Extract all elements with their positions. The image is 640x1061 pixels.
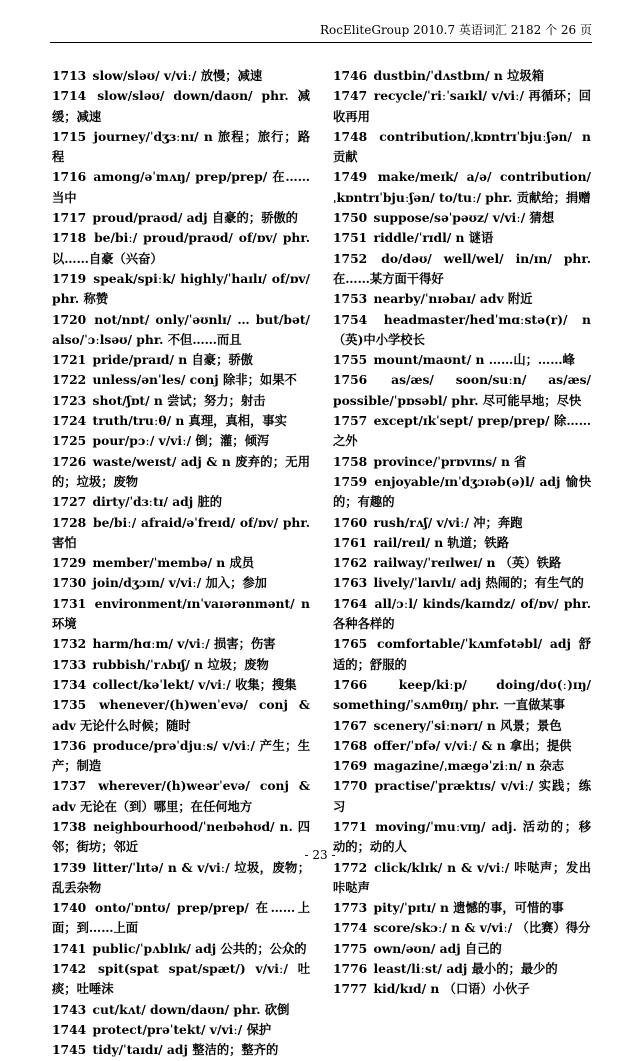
entry-number: 1774 [333,920,368,936]
vocab-entry [52,411,310,431]
entry-text: except/ɪkˈsept/ prep/prep/ 除……之外 [333,413,591,449]
entry-text: railway/ˈreɪlweɪ/ n （英）铁路 [369,555,562,571]
vocab-entry [333,310,591,351]
entry-text: suppose/səˈpəʊz/ v/viː/ 猜想 [369,210,555,226]
entry-text: mount/maʊnt/ n ……山；……峰 [369,352,575,368]
entry-number: 1748 [333,128,368,144]
entry-number: 1771 [333,818,368,834]
vocab-entry [52,898,310,939]
vocab-entry [333,979,591,999]
entry-number: 1752 [333,250,368,266]
vocab-entry [333,411,591,452]
entry-number: 1745 [52,1042,87,1058]
vocab-entry [333,594,591,635]
vocab-entry [333,858,591,899]
vocab-entry [333,472,591,513]
entry-text: pity/ˈpɪtɪ/ n 遗憾的事，可惜的事 [369,900,564,916]
entry-number: 1713 [52,68,87,83]
entry-text: among/əˈmʌŋ/ prep/prep/ 在……当中 [52,169,310,205]
entry-number: 1777 [333,981,368,997]
entry-number: 1768 [333,737,368,753]
entry-number: 1763 [333,575,368,591]
entry-text: keep/kiːp/ doing/dʊ(ː)ɪŋ/ something/ˈsʌmθɪŋ/ phr. 一直做某事 [333,676,591,713]
vocab-entry [52,370,310,390]
entry-text: not/nɒt/ only/ˈəʊnlɪ/ … but/bət/ also/ˈɔːlsəʊ/ phr. 不但……而且 [52,311,310,347]
vocab-entry [333,86,591,127]
entry-text: offer/ˈɒfə/ v/viː/ & n 拿出；提供 [369,737,572,753]
vocab-entry [52,736,310,777]
vocab-entry [52,655,310,675]
vocab-entry [333,452,591,472]
entry-number: 1736 [52,737,87,753]
entry-number: 1772 [333,859,368,875]
entry-text: dirty/ˈdɜːtɪ/ adj 脏的 [88,494,223,510]
vocab-entry [333,776,591,817]
vocab-entry [333,918,591,938]
entry-number: 1722 [52,372,87,388]
entry-text: slow/sləʊ/ v/viː/ 放慢；减速 [88,68,263,83]
entry-number: 1717 [52,210,87,226]
vocab-entry [333,350,591,370]
entry-number: 1741 [52,940,87,956]
entry-number: 1776 [333,961,368,977]
entry-number: 1758 [333,453,368,469]
vocab-entry [52,86,310,127]
entry-number: 1724 [52,413,87,429]
entry-text: headmaster/hedˈmɑːstə(r)/ n （英)中小学校长 [333,311,591,347]
entry-number: 1732 [52,636,87,652]
entry-text: be/biː/ proud/praʊd/ of/ɒv/ phr. 以……自豪（兴奋） [52,230,310,266]
entry-text: unless/ənˈles/ conj 除非；如果不 [88,372,297,388]
entry-text: kid/kɪd/ n （口语）小伙子 [369,981,530,997]
entry-number: 1727 [52,494,87,510]
entry-number: 1750 [333,210,368,226]
vocab-entry [333,756,591,776]
vocab-entry [52,594,310,635]
entry-number: 1733 [52,656,87,672]
entry-number: 1728 [52,514,87,530]
entry-number: 1720 [52,311,87,327]
header-text: RocEliteGroup 2010.7 英语词汇 2182 个 26 页 [320,23,592,37]
entry-text: produce/prəˈdjuːs/ v/viː/ 产生；生产；制造 [52,737,310,774]
entry-number: 1723 [52,392,87,408]
entry-text: proud/praʊd/ adj 自豪的；骄傲的 [88,210,298,226]
vocab-entry [333,228,591,248]
entry-number: 1756 [333,372,368,388]
entry-text: journey/ˈdʒɜːnɪ/ n 旅程；旅行；路程 [52,128,310,165]
entry-text: score/skɔː/ n & v/viː/ （比赛）得分 [369,920,591,936]
entry-number: 1754 [333,311,368,327]
entry-text: all/ɔːl/ kinds/kaɪndz/ of/ɒv/ phr. 各种各样的 [333,595,591,632]
entry-number: 1739 [52,859,87,875]
entry-number: 1740 [52,900,87,916]
entry-number: 1719 [52,270,87,286]
vocab-entry [333,513,591,533]
entry-text: litter/ˈlɪtə/ n & v/viː/ 垃圾，废物；乱丢杂物 [52,859,310,895]
vocab-entry [333,66,591,86]
vocab-entry [333,533,591,553]
entry-text: contribution/ˌkɒntrɪˈbjuːʃən/ n 贡献 [333,128,591,165]
entry-text: lively/ˈlaɪvlɪ/ adj 热闹的；有生气的 [369,575,584,591]
vocab-entry [333,289,591,309]
vocab-entry [52,350,310,370]
vocab-entry [52,858,310,899]
entry-text: least/liːst/ adj 最小的；最少的 [369,961,558,977]
entry-number: 1735 [52,697,87,713]
vocab-entry [333,127,591,168]
entry-number: 1742 [52,961,87,977]
vocab-entry [52,553,310,573]
vocab-entry [52,675,310,695]
vocab-entry [52,1020,310,1040]
vocab-entry [333,959,591,979]
vocab-entry [52,208,310,228]
entry-text: be/biː/ afraid/əˈfreɪd/ of/ɒv/ phr. 害怕 [52,514,310,550]
vocab-entry [52,573,310,593]
entry-text: enjoyable/ɪnˈdʒɔɪəb(ə)l/ adj 愉快的；有趣的 [333,473,591,510]
entry-number: 1714 [52,88,87,104]
entry-number: 1738 [52,818,87,834]
page-number: - 23 - [304,848,336,862]
vocab-entry [52,939,310,959]
vocab-entry [333,736,591,756]
entry-text: scenery/ˈsiːnərɪ/ n 风景；景色 [369,717,562,733]
entry-number: 1729 [52,555,87,571]
entry-text: practise/ˈpræktɪs/ v/viː/ 实践；练习 [333,778,591,814]
page-header [50,16,592,43]
entry-number: 1749 [333,169,368,185]
entry-number: 1773 [333,900,368,916]
vocab-entry [333,573,591,593]
entry-text: rail/reɪl/ n 轨道；铁路 [369,534,509,550]
entry-text: rubbish/ˈrʌbɪʃ/ n 垃圾；废物 [88,656,269,672]
entry-text: rush/rʌʃ/ v/viː/ 冲；奔跑 [369,514,523,530]
entry-number: 1747 [333,88,368,104]
entry-text: nearby/ˈnɪəbaɪ/ adv 附近 [369,291,533,307]
entry-number: 1743 [52,1001,87,1017]
entry-number: 1737 [52,778,87,794]
vocab-entry [52,492,310,512]
entry-text: make/meɪk/ a/ə/ contribution/ˌkɒntrɪˈbjuːʃən/ to/tuː/ phr. 贡献给；捐赠 [333,169,591,205]
entry-text: spit(spat spat/spæt/) v/viː/ 吐痰；吐唾沫 [52,961,310,997]
vocab-entry [52,127,310,168]
entry-number: 1761 [333,534,368,550]
entry-text: protect/prəˈtekt/ v/viː/ 保护 [88,1021,272,1037]
entry-text: speak/spiːk/ highly/ˈhaɪlɪ/ of/ɒv/ phr. 称赞 [52,270,310,307]
vocab-entry [52,66,310,86]
vocab-entry [333,208,591,228]
entry-text: moving/ˈmuːvɪŋ/ adj. 活动的；移动的；动的人 [333,818,591,855]
entry-number: 1767 [333,717,368,733]
vocab-entry [52,167,310,208]
entry-number: 1775 [333,940,368,956]
entry-number: 1755 [333,352,368,368]
vocab-entry [333,716,591,736]
entry-text: riddle/ˈrɪdl/ n 谜语 [369,230,494,246]
entry-number: 1721 [52,352,87,368]
entry-text: comfortable/ˈkʌmfətəbl/ adj 舒适的；舒服的 [333,636,591,672]
entry-text: dustbin/ˈdʌstbɪn/ n 垃圾箱 [369,68,545,83]
vocab-entry [52,391,310,411]
entry-text: own/əʊn/ adj 自己的 [369,940,502,956]
entry-number: 1762 [333,555,368,571]
entry-text: neighbourhood/ˈneɪbəhʊd/ n. 四邻；街坊；邻近 [52,818,310,855]
entry-text: as/æs/ soon/suːn/ as/æs/ possible/ˈpɒsəbl/ phr. 尽可能早地；尽快 [333,372,591,408]
vocab-entry [52,695,310,736]
entry-number: 1731 [52,595,87,611]
entry-text: onto/ˈɒntʊ/ prep/prep/ 在……上面；到……上面 [52,900,310,936]
entry-text: truth/truːθ/ n 真理，真相，事实 [88,413,287,429]
entry-text: member/ˈmembə/ n 成员 [88,555,255,571]
entry-text: environment/ɪnˈvaɪərənmənt/ n 环境 [52,595,310,632]
entry-text: pour/pɔː/ v/viː/ 倒；灌；倾泻 [88,433,270,449]
entry-text: click/klɪk/ n & v/viː/ 咔哒声；发出咔哒声 [333,859,591,895]
vocab-entry [333,553,591,573]
entry-text: public/ˈpʌblɪk/ adj 公共的；公众的 [88,940,307,956]
entry-number: 1726 [52,453,87,469]
entry-number: 1715 [52,128,87,144]
entry-number: 1769 [333,758,368,774]
entry-text: province/ˈprɒvɪns/ n 省 [369,453,527,469]
vocab-entry [52,776,310,817]
left-column [52,66,310,1061]
vocab-entry [333,167,591,208]
vocab-entry [52,452,310,493]
entry-text: harm/hɑːm/ v/viː/ 损害；伤害 [88,636,276,652]
vocab-entry [52,634,310,654]
entry-number: 1765 [333,636,368,652]
entry-text: cut/kʌt/ down/daʊn/ phr. 砍倒 [88,1001,290,1017]
entry-text: whenever/(h)wenˈevə/ conj & adv 无论什么时候；随时 [52,697,310,733]
entry-number: 1734 [52,676,87,692]
vocab-entry [333,370,591,411]
vocab-entry [52,513,310,554]
vocab-entry [333,249,591,290]
entry-number: 1725 [52,433,87,449]
vocab-entry [52,310,310,351]
entry-text: do/dəʊ/ well/wel/ in/ɪn/ phr. 在……某方面干得好 [333,250,591,286]
entry-text: waste/weɪst/ adj & n 废弃的；无用的；垃圾；废物 [52,453,310,489]
entry-text: slow/sləʊ/ down/daʊn/ phr. 减缓；减速 [52,88,310,124]
entry-text: wherever/(h)weərˈevə/ conj & adv 无论在（到）哪里；在任何地方 [52,778,310,814]
vocab-entry [52,1000,310,1020]
entry-text: join/dʒɔɪn/ v/viː/ 加入；参加 [88,575,267,591]
entry-number: 1718 [52,230,87,246]
vocab-entry [333,634,591,675]
entry-number: 1770 [333,778,368,794]
entry-text: recycle/ˈriːˈsaɪkl/ v/viː/ 再循环；回收再用 [333,88,591,124]
entry-number: 1764 [333,595,368,611]
vocab-entry [52,959,310,1000]
entry-text: pride/praɪd/ n 自豪；骄傲 [88,352,253,368]
vocab-entry [52,431,310,451]
vocab-entry [52,269,310,310]
entry-number: 1760 [333,514,368,530]
entry-number: 1757 [333,413,368,429]
entry-number: 1753 [333,291,368,307]
entry-number: 1766 [333,676,368,692]
entry-number: 1751 [333,230,368,246]
entry-number: 1730 [52,575,87,591]
entry-text: shot/ʃɒt/ n 尝试；努力；射击 [88,392,266,408]
entry-text: tidy/ˈtaɪdɪ/ adj 整洁的；整齐的 [88,1042,279,1058]
vocab-entry [333,898,591,918]
vocab-entry [333,675,591,716]
entry-text: collect/kəˈlekt/ v/viː/ 收集；搜集 [88,676,297,692]
vocab-entry [333,939,591,959]
entry-number: 1716 [52,169,87,185]
vocab-entry [52,1040,310,1060]
entry-text: magazine/ˌmægəˈziːn/ n 杂志 [369,758,565,774]
entry-number: 1759 [333,473,368,489]
entry-number: 1744 [52,1021,87,1037]
entry-number: 1746 [333,68,368,83]
vocab-entry [52,228,310,269]
